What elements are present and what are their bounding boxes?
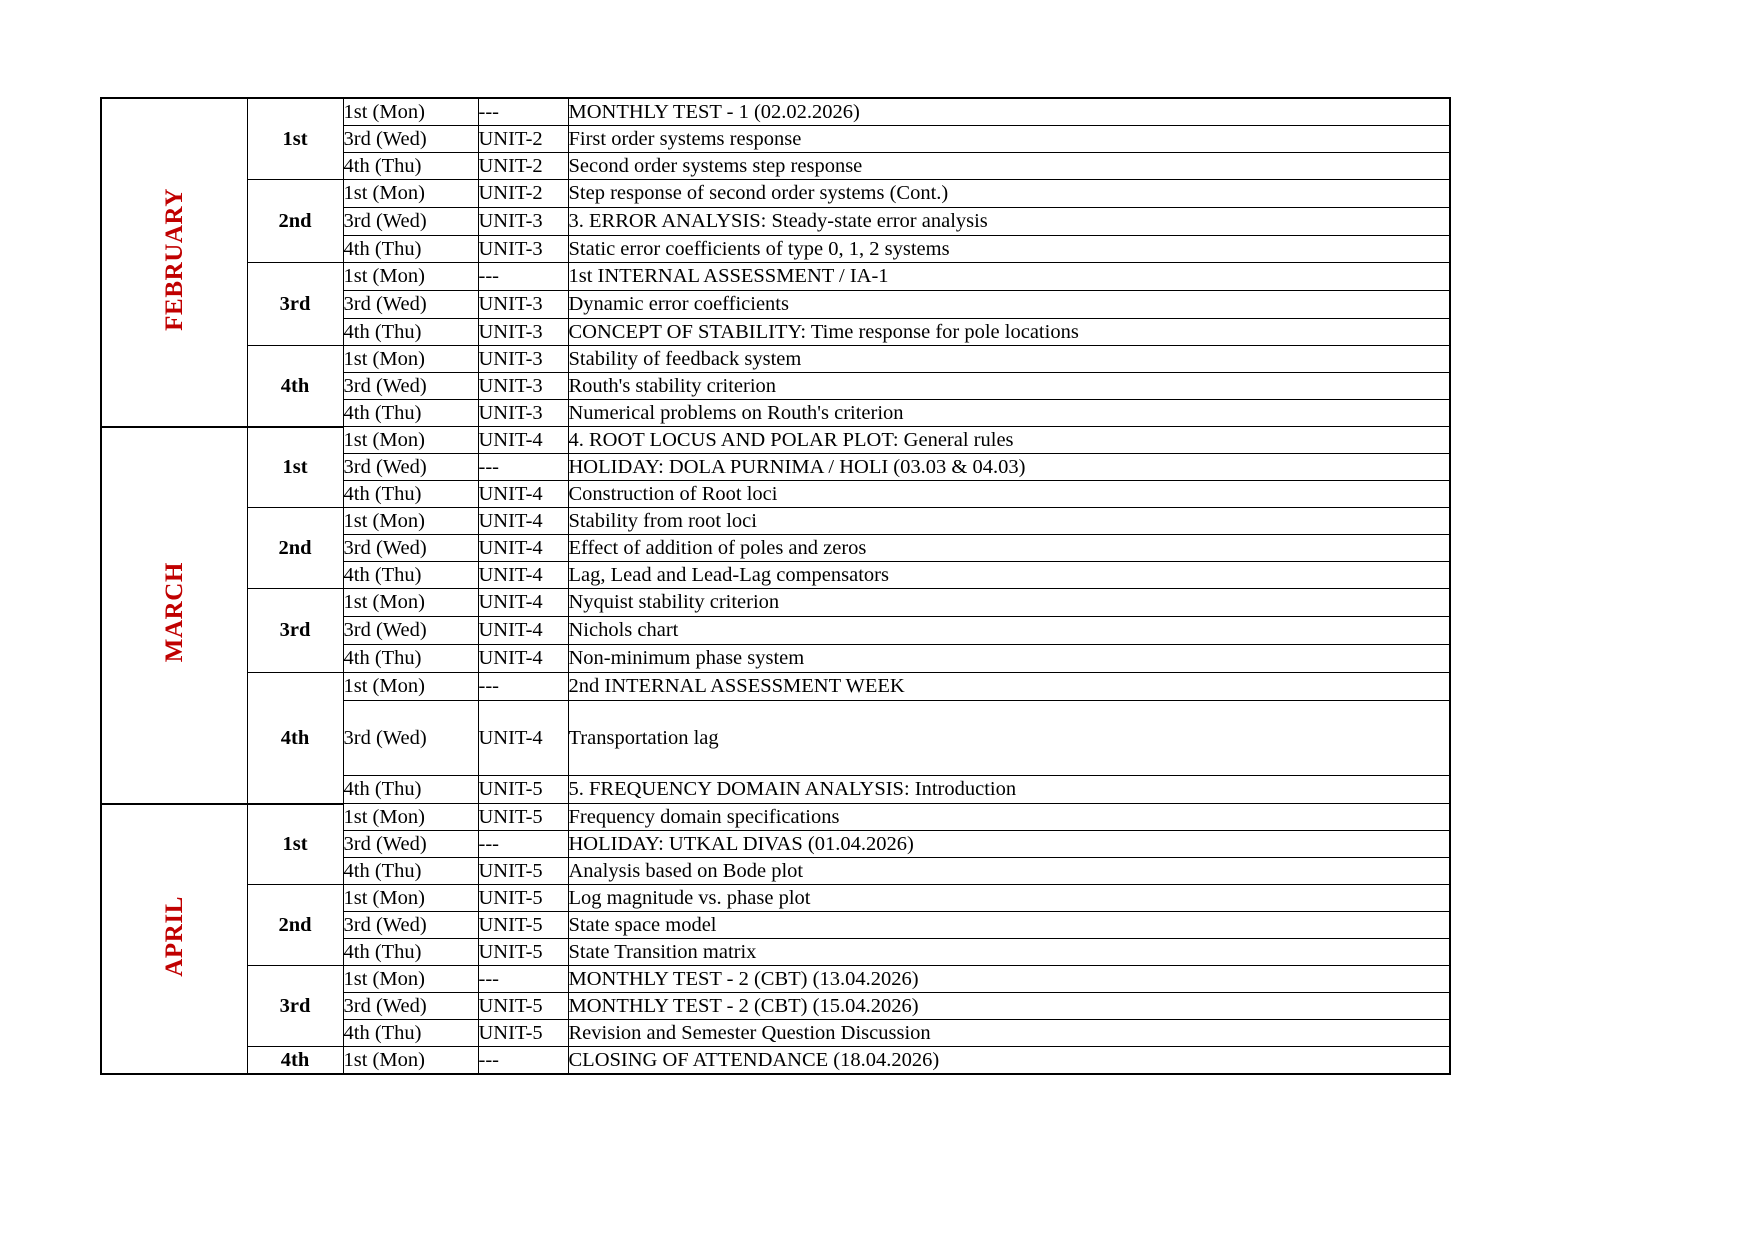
day-cell: 3rd (Wed): [343, 535, 478, 562]
topic-cell: 2nd INTERNAL ASSESSMENT WEEK: [568, 673, 1450, 701]
month-cell: [101, 804, 247, 1075]
week-cell: 1st: [247, 427, 343, 508]
day-cell: 4th (Thu): [343, 939, 478, 966]
week-cell: 4th: [247, 346, 343, 427]
topic-cell: Stability of feedback system: [568, 346, 1450, 373]
day-cell: 4th (Thu): [343, 236, 478, 263]
table-row: [101, 885, 1450, 912]
day-cell: 1st (Mon): [343, 98, 478, 126]
unit-cell: UNIT-4: [478, 535, 568, 562]
unit-cell: UNIT-4: [478, 701, 568, 776]
unit-cell: ---: [478, 98, 568, 126]
table-row: [101, 180, 1450, 208]
unit-cell: ---: [478, 831, 568, 858]
unit-cell: UNIT-5: [478, 776, 568, 804]
topic-cell: Lag, Lead and Lead-Lag compensators: [568, 562, 1450, 589]
lesson-plan-body: [101, 98, 1450, 1074]
table-row: [101, 427, 1450, 454]
topic-cell: Numerical problems on Routh's criterion: [568, 400, 1450, 427]
week-cell: 1st: [247, 98, 343, 180]
table-row: [101, 673, 1450, 701]
topic-cell: State Transition matrix: [568, 939, 1450, 966]
topic-cell: Frequency domain specifications: [568, 804, 1450, 831]
day-cell: 3rd (Wed): [343, 373, 478, 400]
topic-cell: Effect of addition of poles and zeros: [568, 535, 1450, 562]
unit-cell: UNIT-5: [478, 1020, 568, 1047]
topic-cell: Dynamic error coefficients: [568, 291, 1450, 319]
day-cell: 3rd (Wed): [343, 291, 478, 319]
topic-cell: Non-minimum phase system: [568, 645, 1450, 673]
unit-cell: UNIT-3: [478, 319, 568, 346]
week-cell: 3rd: [247, 966, 343, 1047]
day-cell: 4th (Thu): [343, 319, 478, 346]
unit-cell: ---: [478, 454, 568, 481]
day-cell: 3rd (Wed): [343, 912, 478, 939]
week-cell: 3rd: [247, 589, 343, 673]
table-row: [101, 263, 1450, 291]
unit-cell: ---: [478, 673, 568, 701]
topic-cell: Transportation lag: [568, 701, 1450, 776]
unit-cell: UNIT-5: [478, 858, 568, 885]
day-cell: 3rd (Wed): [343, 701, 478, 776]
day-cell: 1st (Mon): [343, 673, 478, 701]
month-label: FEBRUARY: [160, 188, 188, 332]
unit-cell: UNIT-3: [478, 291, 568, 319]
unit-cell: UNIT-2: [478, 180, 568, 208]
topic-cell: Nyquist stability criterion: [568, 589, 1450, 617]
day-cell: 1st (Mon): [343, 589, 478, 617]
table-row: [101, 589, 1450, 617]
day-cell: 1st (Mon): [343, 885, 478, 912]
day-cell: 1st (Mon): [343, 508, 478, 535]
lesson-plan-sheet: [100, 97, 1449, 1075]
topic-cell: 4. ROOT LOCUS AND POLAR PLOT: General rules: [568, 427, 1450, 454]
unit-cell: UNIT-4: [478, 589, 568, 617]
topic-cell: 3. ERROR ANALYSIS: Steady-state error analysis: [568, 208, 1450, 236]
unit-cell: UNIT-4: [478, 427, 568, 454]
month-cell: [101, 427, 247, 804]
day-cell: 4th (Thu): [343, 562, 478, 589]
unit-cell: UNIT-5: [478, 912, 568, 939]
unit-cell: UNIT-2: [478, 126, 568, 153]
unit-cell: UNIT-5: [478, 993, 568, 1020]
unit-cell: UNIT-4: [478, 645, 568, 673]
topic-cell-holiday: CLOSING OF ATTENDANCE (18.04.2026): [568, 1047, 1450, 1075]
month-cell: [101, 98, 247, 427]
unit-cell: UNIT-5: [478, 885, 568, 912]
topic-cell: Step response of second order systems (Cont.): [568, 180, 1450, 208]
topic-cell: State space model: [568, 912, 1450, 939]
unit-cell: UNIT-4: [478, 562, 568, 589]
topic-cell-holiday: HOLIDAY: UTKAL DIVAS (01.04.2026): [568, 831, 1450, 858]
topic-cell: Analysis based on Bode plot: [568, 858, 1450, 885]
unit-cell: UNIT-3: [478, 400, 568, 427]
topic-cell: Revision and Semester Question Discussion: [568, 1020, 1450, 1047]
unit-cell: UNIT-4: [478, 617, 568, 645]
topic-cell: Construction of Root loci: [568, 481, 1450, 508]
week-cell: 2nd: [247, 508, 343, 589]
week-cell: 2nd: [247, 180, 343, 263]
unit-cell: ---: [478, 1047, 568, 1075]
table-row: [101, 804, 1450, 831]
unit-cell: UNIT-2: [478, 153, 568, 180]
day-cell: 1st (Mon): [343, 346, 478, 373]
day-cell: 4th (Thu): [343, 858, 478, 885]
unit-cell: UNIT-3: [478, 346, 568, 373]
unit-cell: UNIT-4: [478, 481, 568, 508]
day-cell: 3rd (Wed): [343, 208, 478, 236]
topic-cell: MONTHLY TEST - 1 (02.02.2026): [568, 98, 1450, 126]
unit-cell: ---: [478, 263, 568, 291]
day-cell: 3rd (Wed): [343, 831, 478, 858]
week-cell: 4th: [247, 673, 343, 804]
week-cell: 2nd: [247, 885, 343, 966]
day-cell: 1st (Mon): [343, 427, 478, 454]
unit-cell: UNIT-3: [478, 373, 568, 400]
unit-cell: UNIT-4: [478, 508, 568, 535]
unit-cell: UNIT-5: [478, 804, 568, 831]
day-cell: 4th (Thu): [343, 645, 478, 673]
month-label: APRIL: [160, 895, 188, 977]
topic-cell: Static error coefficients of type 0, 1, 2 systems: [568, 236, 1450, 263]
topic-cell: First order systems response: [568, 126, 1450, 153]
unit-cell: ---: [478, 966, 568, 993]
topic-cell: Nichols chart: [568, 617, 1450, 645]
day-cell: 1st (Mon): [343, 966, 478, 993]
lesson-plan-table: [100, 97, 1451, 1075]
topic-cell: MONTHLY TEST - 2 (CBT) (15.04.2026): [568, 993, 1450, 1020]
week-cell: 1st: [247, 804, 343, 885]
topic-cell: Routh's stability criterion: [568, 373, 1450, 400]
day-cell: 3rd (Wed): [343, 617, 478, 645]
topic-cell-holiday: HOLIDAY: DOLA PURNIMA / HOLI (03.03 & 04.03): [568, 454, 1450, 481]
day-cell: 3rd (Wed): [343, 126, 478, 153]
day-cell: 4th (Thu): [343, 400, 478, 427]
day-cell: 1st (Mon): [343, 804, 478, 831]
topic-cell: CONCEPT OF STABILITY: Time response for pole locations: [568, 319, 1450, 346]
table-row: [101, 966, 1450, 993]
topic-cell: Second order systems step response: [568, 153, 1450, 180]
table-row: [101, 346, 1450, 373]
table-row: [101, 1047, 1450, 1075]
day-cell: 4th (Thu): [343, 776, 478, 804]
month-label: MARCH: [160, 562, 188, 663]
week-cell: 3rd: [247, 263, 343, 346]
unit-cell: UNIT-5: [478, 939, 568, 966]
day-cell: 3rd (Wed): [343, 993, 478, 1020]
topic-cell: 1st INTERNAL ASSESSMENT / IA-1: [568, 263, 1450, 291]
topic-cell: 5. FREQUENCY DOMAIN ANALYSIS: Introduction: [568, 776, 1450, 804]
table-row: [101, 98, 1450, 126]
day-cell: 1st (Mon): [343, 180, 478, 208]
topic-cell: Log magnitude vs. phase plot: [568, 885, 1450, 912]
unit-cell: UNIT-3: [478, 236, 568, 263]
table-row: [101, 508, 1450, 535]
day-cell: 4th (Thu): [343, 153, 478, 180]
week-cell: 4th: [247, 1047, 343, 1075]
unit-cell: UNIT-3: [478, 208, 568, 236]
topic-cell: Stability from root loci: [568, 508, 1450, 535]
day-cell: 4th (Thu): [343, 1020, 478, 1047]
day-cell: 1st (Mon): [343, 1047, 478, 1075]
day-cell: 1st (Mon): [343, 263, 478, 291]
topic-cell: MONTHLY TEST - 2 (CBT) (13.04.2026): [568, 966, 1450, 993]
day-cell: 4th (Thu): [343, 481, 478, 508]
day-cell: 3rd (Wed): [343, 454, 478, 481]
